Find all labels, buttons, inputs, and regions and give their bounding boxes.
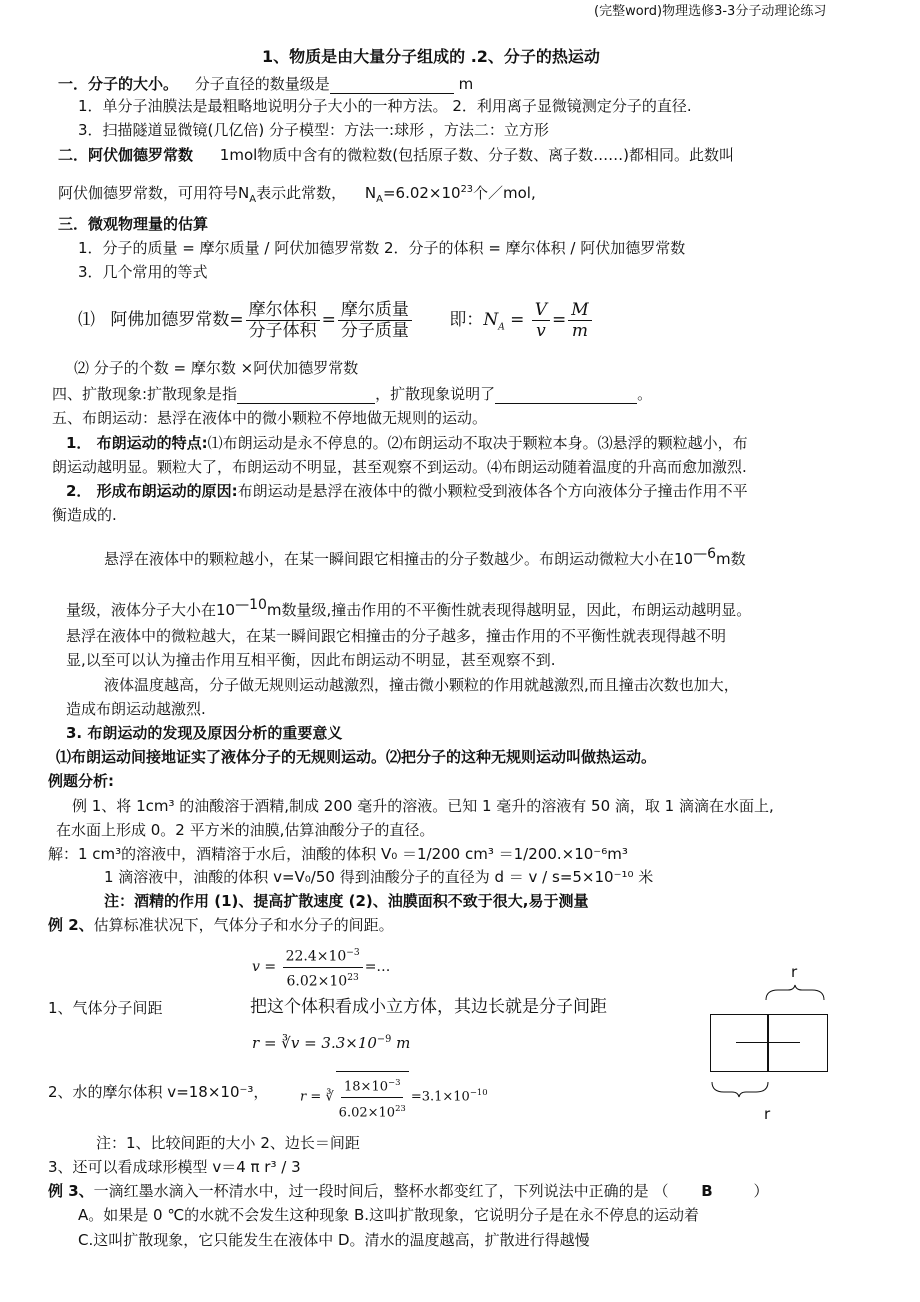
gas-num-exp: −3 <box>346 947 360 958</box>
water-result: =3.1×10 <box>410 1089 470 1105</box>
gas-volume-fraction <box>283 943 363 991</box>
discovery-significance: ⑴布朗运动间接地证实了液体分子的无规则运动。⑵把分子的这种无规则运动叫做热运动。 <box>56 748 657 766</box>
section-3-formulas: 1．分子的质量 = 摩尔质量 / 阿伏加德罗常数 2．分子的体积 = 摩尔体积 / 阿伏加德罗常数 <box>78 239 686 257</box>
page-title: 1、物质是由大量分子组成的 .2、分子的热运动 <box>262 47 600 66</box>
water-den-exp: 23 <box>395 1102 406 1113</box>
brownian-cause <box>66 481 748 501</box>
examples-heading: 例题分析: <box>48 772 114 790</box>
gas-dots: =… <box>364 959 391 975</box>
avogadro-value: =6.02×10 <box>382 184 461 202</box>
avogadro-exponent: 23 <box>460 184 473 195</box>
section-1-heading: 一．分子的大小。 <box>58 75 179 93</box>
avogadro-unit: 个／mol, <box>473 184 536 202</box>
section-2-line <box>58 145 734 165</box>
figure-r-top: r <box>791 963 798 981</box>
formula-m: m <box>571 321 589 341</box>
gas-v-symbol: v <box>252 959 260 975</box>
top-brace <box>764 984 826 1002</box>
gas-volume-formula: v = $\frac{22.4\times 10^{-3}}{6.02\times 10^{23}}$ =… <box>252 941 390 993</box>
example-2-note: 注：1、比较间距的大小 2、边长＝间距 <box>96 1134 360 1152</box>
brownian-cause-body: 布朗运动是悬浮在液体中的微小颗粒受到液体各个方向液体分子撞击作用不平 <box>237 482 748 500</box>
gas-den: 6.02×10 <box>286 973 348 990</box>
section-2-heading: 二．阿伏伽德罗常数 <box>58 146 194 164</box>
discovery-heading: 3. 布朗运动的发现及原因分析的重要意义 <box>66 724 343 742</box>
figure-r-bottom: r <box>764 1105 771 1123</box>
example-1-question-cont: 在水面上形成 0。2 平方米的油膜,估算油酸分子的直径。 <box>56 821 435 839</box>
formula-1-label: ⑴ <box>78 310 95 330</box>
avogadro-symbol-text-2: 表示此常数， <box>256 184 351 202</box>
avogadro-formula: ⑴ 阿佛加德罗常数= $\frac{\text{摩尔体积}}{\text{分子体积}}$ = $\frac{\text{摩尔质量}}{\text{分子质量}}$ 即：$N_A$ = $\frac{V}{v}$ = $\frac{M}{m}$ <box>78 297 594 343</box>
molar-volume-label: 摩尔体积 <box>246 300 320 321</box>
formula-ji: 即： <box>449 310 484 330</box>
fraction-m <box>568 300 591 341</box>
molecule-size-exp: —10 <box>235 597 267 613</box>
water-num-exp: −3 <box>388 1076 401 1087</box>
formula-v: v <box>536 321 546 341</box>
large-particle-cont: 显,以至可以认为撞击作用互相平衡，因此布朗运动不明显，甚至观察不到. <box>66 651 556 669</box>
avogadro-symbol-line <box>58 180 536 210</box>
example-3-question: 一滴红墨水滴入一杯清水中，过一段时间后，整杯水都变红了，下列说法中正确的是 （ <box>93 1182 669 1200</box>
sphere-model-line: 3、还可以看成球形模型 v＝4 π r³ / 3 <box>48 1158 301 1176</box>
brownian-features-body: ⑴布朗运动是永不停息的。⑵布朗运动不取决于颗粒本身。⑶悬浮的颗粒越小，布 <box>207 434 748 452</box>
gas-den-exp: 23 <box>347 972 359 983</box>
diffusion-definition: 四、扩散现象:扩散现象是指 <box>52 385 238 403</box>
water-fraction <box>336 1071 409 1124</box>
document-header: (完整word)物理选修3-3分子动理论练习 <box>594 4 827 19</box>
na-symbol-2: N <box>364 184 377 202</box>
na-subscript-2: A <box>376 194 383 205</box>
molecule-mass-label: 分子质量 <box>340 321 409 341</box>
bottom-brace <box>710 1080 770 1098</box>
na-symbol: N <box>238 184 250 202</box>
fraction-volume <box>246 300 320 341</box>
brownian-cause-head: 2． 形成布朗运动的原因: <box>66 482 238 500</box>
temperature-cont: 造成布朗运动越激烈. <box>66 700 206 718</box>
section-1-line <box>58 74 473 94</box>
example-3-answer: B <box>701 1182 713 1200</box>
gas-r-formula: r = ∛v = 3.3×10 <box>252 1034 377 1052</box>
cube-right <box>767 1014 828 1072</box>
cube-left <box>710 1014 769 1072</box>
gas-r-exp: −9 <box>376 1034 392 1045</box>
answer-blank-size <box>330 77 454 94</box>
particle-size-line <box>104 544 746 569</box>
section-3-heading: 三．微观物理量的估算 <box>58 215 209 233</box>
molecule-size-line <box>66 595 751 620</box>
example-3-options-ab: A。如果是 0 ℃的水就不会发生这种现象 B.这叫扩散现象，它说明分子是在永不停息的运动着 <box>78 1206 700 1224</box>
molecule-volume-label: 分子体积 <box>248 321 317 341</box>
example-3-head: 例 3、 <box>48 1182 94 1200</box>
section-4-line <box>52 384 652 404</box>
water-distance-formula: r = ∛ $\frac{18\times 10^{-3}}{6.02\times 10^{23}}$ $=3.1\times 10^{-10}$ <box>300 1066 488 1118</box>
water-num: 18×10 <box>344 1078 388 1094</box>
example-3-options-cd: C.这叫扩散现象，它只能发生在液体中 D。清水的温度越高，扩散进行得越慢 <box>78 1231 590 1249</box>
example-3-close: ） <box>753 1182 769 1200</box>
temperature-line: 液体温度越高，分子做无规则运动越激烈，撞击微小颗粒的作用就越激烈,而且撞击次数也加大， <box>104 676 739 694</box>
section-1-methods: 1．单分子油膜法是最粗略地说明分子大小的一种方法。 2．利用离子显微镜测定分子的直径. <box>78 97 692 115</box>
formula-2: ⑵ 分子的个数 = 摩尔数 ×阿伏加德罗常数 <box>74 359 359 377</box>
section-3-equalities: 3．几个常用的等式 <box>78 263 208 281</box>
gas-num: 22.4×10 <box>285 948 347 965</box>
molecule-size-text: 量级，液体分子大小在10 <box>66 601 236 619</box>
water-r-symbol: r <box>300 1089 307 1105</box>
brownian-features-head: 1． 布朗运动的特点: <box>66 434 208 452</box>
water-result-exp: −10 <box>469 1087 488 1097</box>
section-1-models: 3．扫描隧道显微镜(几亿倍) 分子模型：方法一:球形 ，方法二：立方形 <box>78 121 549 139</box>
answer-blank-meaning <box>495 387 637 404</box>
molecule-size-rest: m数量级,撞击作用的不平衡性就表现得越明显，因此，布朗运动越明显。 <box>266 601 752 619</box>
cube-model-text: 把这个体积看成小立方体，其边长就是分子间距 <box>250 997 607 1017</box>
diffusion-end: 。 <box>637 385 653 403</box>
size-unit: m <box>458 75 474 93</box>
avogadro-symbol-text: 阿伏伽德罗常数，可用符号 <box>58 184 239 202</box>
large-particle-line: 悬浮在液体中的微粒越大，在某一瞬间跟它相撞击的分子越多，撞击作用的不平衡性就表现得越不明 <box>66 627 727 645</box>
avogadro-definition: 1mol物质中含有的微粒数(包括原子数、分子数、离子数……)都相同。此数叫 <box>219 146 735 164</box>
gas-distance-label: 1、气体分子间距 <box>48 999 163 1017</box>
answer-blank-diffusion <box>237 387 375 404</box>
brownian-cause-cont: 衡造成的. <box>52 506 117 524</box>
example-2-head: 例 2、 <box>48 916 94 934</box>
formula-na: N <box>483 310 499 330</box>
fraction-mass <box>338 300 412 341</box>
water-den: 6.02×10 <box>338 1105 396 1121</box>
particle-size-text: 悬浮在液体中的颗粒越小，在某一瞬间跟它相撞击的分子数越少。布朗运动微粒大小在10 <box>104 550 694 568</box>
fraction-v <box>532 300 550 341</box>
particle-size-exp: —6 <box>693 546 717 562</box>
brownian-features <box>66 433 748 453</box>
gas-distance-formula <box>252 1028 410 1055</box>
example-1-note: 注：酒精的作用 (1)、提高扩散速度 (2)、油膜面积不致于很大,易于测量 <box>104 892 589 910</box>
section-5-heading: 五、布朗运动：悬浮在液体中的微小颗粒不停地做无规则的运动。 <box>52 409 488 427</box>
diffusion-meaning: ，扩散现象说明了 <box>375 385 496 403</box>
brownian-features-cont: 朗运动越明显。颗粒大了，布朗运动不明显，甚至观察不到运动。⑷布朗运动随着温度的升高而愈加激烈. <box>52 458 747 476</box>
water-volume-label: 2、水的摩尔体积 v=18×10⁻³， <box>48 1083 269 1101</box>
particle-size-unit: m数 <box>716 550 746 568</box>
example-2-line <box>48 915 394 935</box>
example-2-question: 估算标准状况下，气体分子和水分子的间距。 <box>93 916 394 934</box>
cube-center-line <box>736 1042 800 1043</box>
example-3-line <box>48 1181 768 1201</box>
na-subscript: A <box>249 194 257 205</box>
molecule-size-question: 分子直径的数量级是 <box>194 75 330 93</box>
formula-V: V <box>532 300 550 321</box>
gas-r-unit: m <box>396 1034 411 1052</box>
formula-M: M <box>568 300 591 321</box>
formula-1-text: 阿佛加德罗常数= <box>110 310 244 330</box>
molar-mass-label: 摩尔质量 <box>338 300 412 321</box>
example-1-solution: 解：1 cm³的溶液中，酒精溶于水后，油酸的体积 V₀ ＝1/200 cm³ ＝1/200.×10⁻⁶m³ <box>48 845 628 863</box>
example-1-solution-2: 1 滴溶液中，油酸的体积 v=V₀/50 得到油酸分子的直径为 d ＝ v / s=5×10⁻¹⁰ 米 <box>104 868 654 886</box>
example-1-question: 例 1、将 1cm³ 的油酸溶于酒精,制成 200 毫升的溶液。已知 1 毫升的溶液有 50 滴，取 1 滴滴在水面上, <box>72 797 774 815</box>
formula-na-sub: A <box>498 322 505 333</box>
